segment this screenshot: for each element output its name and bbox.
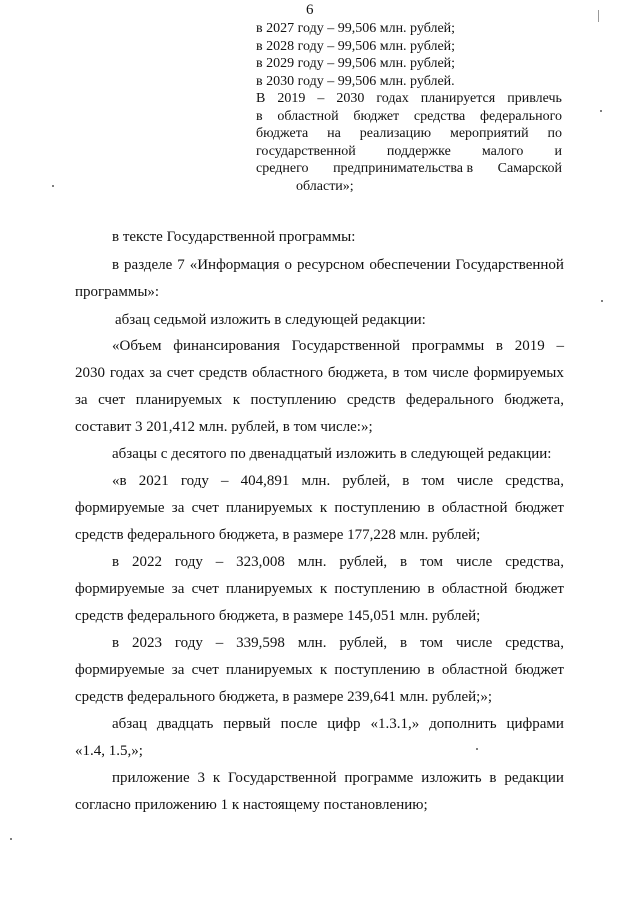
quote-funding-line2 [75,364,564,382]
year-2029-line: в 2029 году – 99,506 млн. рублей; [256,56,456,71]
paragraph-appendix3-line1-word: изложить [421,770,482,786]
paragraph-twenty-first-line1-word: первый [223,716,271,732]
paragraph-section7-line1-word: в [112,257,120,273]
quote-2022-line1-word: в [112,554,120,570]
quote-funding-line1-word: – [556,338,564,354]
federal-funding-paragraph-line-2-word: бюджет [353,108,400,124]
quote-2023-line1-word: 339,598 [236,635,285,651]
paragraph-appendix3-line1 [112,769,564,787]
federal-funding-paragraph-line-2-word: областной [277,108,339,124]
quote-funding-line2-word: в [392,365,400,381]
quote-funding-line2-word: том [404,365,428,381]
quote-2023-line2-word: в [427,662,435,678]
federal-funding-paragraph-line-5-word: предпринимательства в [333,161,474,176]
quote-2022-line2-word: планируемых [226,581,313,597]
federal-funding-paragraph-line-1-word: 2030 [336,91,365,106]
paragraph-appendix3-line1-word: редакции [504,770,564,786]
paragraph-section7-line1-word: 7 [177,257,185,273]
paragraph-twenty-first-line2: «1.4, 1.5,»; [75,743,143,759]
quote-2022-line2-word: поступлению [334,581,421,597]
federal-funding-paragraph-line-2-word: федерального [479,108,562,124]
quote-funding-line1-word: 2019 [514,338,545,354]
quote-funding-line1-word: программы [411,338,485,354]
quote-2021-line3: средств федерального бюджета, в размере 177,228 млн. рублей; [75,527,481,543]
federal-funding-paragraph-line-3-word: на [327,126,341,141]
quote-2021-line1-word: в [402,473,410,489]
quote-2021-line1-word: числе [456,473,494,489]
quote-funding-line3-word: средств [346,392,396,408]
paragraph-section7-line1 [112,256,564,274]
year-2028-line: в 2028 году – 99,506 млн. рублей; [256,38,456,54]
page-number: 6 [306,2,314,18]
federal-funding-paragraph-line-3-word: мероприятий [449,126,529,141]
quote-funding-line3-word: за [75,392,88,408]
quote-2023-line1-word: рублей, [339,635,388,651]
quote-2022-line1-word: – [215,554,224,570]
quote-2021-line1-word: году [180,473,209,489]
quote-2022-line2-word: областной [441,581,508,597]
quote-funding-line2-word: годах [109,365,145,381]
federal-funding-paragraph-line-3-word: по [547,126,562,141]
paragraph-twenty-first-line1-word: двадцать [156,716,214,732]
quote-funding-line1-word: финансирования [173,338,280,354]
document-body [75,0,564,905]
quote-2022-line3: средств федерального бюджета, в размере 145,051 млн. рублей; [75,608,481,624]
quote-2023-line2 [75,661,564,679]
federal-funding-paragraph-line-3-word: бюджета [256,126,309,141]
quote-2023-line2-word: планируемых [226,662,313,678]
quote-2021-line1-word: 404,891 [240,473,290,489]
quote-2021-line1 [112,472,564,490]
quote-2023-line1-word: 2023 [131,635,162,651]
quote-2022-line1-word: году [174,554,203,570]
quote-funding-line3-word: счет [98,392,126,408]
quote-funding-line2-word: счет [166,365,194,381]
quote-funding-line4: составит 3 201,412 млн. рублей, в том числе:»; [75,419,373,435]
federal-funding-paragraph-line-1-word: 2019 [277,91,306,106]
paragraph-section7-line1-word: обеспечении [369,257,451,273]
federal-funding-paragraph-line-4-word: государственной [256,143,356,159]
quote-funding-line3-word: поступлению [250,392,337,408]
paragraph-appendix3-line1-word: приложение [112,770,190,786]
quote-funding-line1 [112,337,564,355]
quote-2022-line1-word: средства, [505,554,564,570]
quote-2021-line1-word: «в [112,473,127,489]
quote-2023-line1-word: числе [455,635,493,651]
quote-funding-line1-word: в [495,338,503,354]
quote-2023-line2-word: бюджет [514,662,564,678]
quote-2021-line1-word: средства, [505,473,564,489]
quote-2023-line2-word: областной [441,662,508,678]
quote-funding-line2-word: 2030 [75,365,105,381]
quote-2023-line3: средств федерального бюджета, в размере 239,641 млн. рублей;»; [75,689,492,705]
paragraph-appendix3-line1-word: программе [344,770,414,786]
quote-funding-line2-word: за [149,365,162,381]
federal-funding-paragraph-line-1-word: В [256,91,266,106]
paragraph-twenty-first-line1-word: дополнить [429,716,497,732]
quote-2022-line2-word: счет [191,581,219,597]
paragraph-program-text: в тексте Государственной программы: [112,229,356,245]
paragraph-appendix3-line1-word: в [489,770,497,786]
quote-2023-line1-word: году [174,635,203,651]
scan-speck [52,185,54,187]
federal-funding-paragraph-line-5-word: среднего [256,161,309,176]
quote-2021-line2-word: в [427,500,435,516]
quote-2022-line2-word: бюджет [514,581,564,597]
year-2030-line: в 2030 году – 99,506 млн. рублей. [256,73,455,89]
paragraph-twenty-first-line1-word: после [280,716,318,732]
quote-2022-line1-word: числе [455,554,493,570]
quote-2022-line1-word: млн. [297,554,327,570]
quote-2023-line2-word: формируемые [75,662,165,678]
quote-2022-line1-word: рублей, [339,554,388,570]
scan-speck [600,110,602,112]
year-2027-line: в 2027 году – 99,506 млн. рублей; [256,21,456,36]
paragraph-section7-line2: программы»: [75,284,160,300]
scan-speck [476,748,478,750]
quote-2023-line1-word: в [112,635,120,651]
federal-funding-paragraph-line-1-word: привлечь [507,91,562,106]
paragraph-section7-line1-word: «Информация [189,257,280,273]
quote-2022-line2-word: формируемые [75,581,165,597]
quote-2021-line2-word: областной [441,500,508,516]
quote-2021-line2-word: бюджет [514,500,564,516]
quote-funding-line2-word: бюджета, [327,365,388,381]
paragraph-twenty-first-line1-word: абзац [112,716,147,732]
federal-funding-paragraph-line-1-word: планируется [420,91,496,106]
quote-funding-line3-word: бюджета, [504,392,564,408]
quote-2022-line1-word: 323,008 [236,554,285,570]
scan-speck [601,300,603,302]
quote-2021-line2-word: поступлению [334,500,421,516]
paragraph-section7-line1-word: разделе [124,257,173,273]
quote-funding-line3 [75,391,564,409]
quote-2021-line2-word: за [171,500,185,516]
quote-2021-line1-word: млн. [301,473,331,489]
quote-funding-line1-word: Государственной [291,338,401,354]
quote-2022-line2-word: к [319,581,328,597]
quote-2021-line1-word: – [220,473,229,489]
quote-2022-line1 [112,553,564,571]
federal-funding-paragraph-line-2-word: средства [413,108,466,124]
paragraph-twenty-first-line1 [112,715,564,733]
paragraph-section7-line1-word: Государственной [455,257,564,273]
quote-funding-line2-word: областного [252,365,324,381]
quote-2021-line2-word: счет [191,500,219,516]
federal-funding-paragraph-line-4-word: и [554,143,562,159]
federal-funding-paragraph-end: области»; [296,178,354,194]
quote-funding-line2-word: формируемых [473,365,564,381]
quote-2023-line2-word: счет [191,662,219,678]
quote-2022-line1-word: в [400,554,408,570]
quote-funding-line2-word: средств [198,365,248,381]
paragraph-twenty-first-line1-word: «1.3.1,» [370,716,420,732]
paragraph-appendix3-line1-word: к [212,770,221,786]
paragraph-section7-line1-word: ресурсном [296,257,365,273]
paragraph-section7-line1-word: о [284,257,293,273]
paragraph-appendix3-line1-word: Государственной [228,770,337,786]
quote-2023-line2-word: поступлению [334,662,421,678]
quote-2023-line2-word: за [171,662,185,678]
federal-funding-paragraph-line-3-word: реализацию [359,126,432,141]
quote-funding-line3-word: планируемых [135,392,223,408]
federal-funding-paragraph-line-1-word: – [317,91,325,106]
quote-2023-line1-word: – [215,635,224,651]
quote-2021-line2-word: к [319,500,328,516]
federal-funding-paragraph-line-1-word: годах [376,91,409,106]
paragraph-twenty-first-line1-word: цифрами [506,716,564,732]
quote-2023-line1-word: том [419,635,444,651]
paragraph-tenth-to-twelfth: абзацы с десятого по двенадцатый изложить в следующей редакции: [112,446,552,462]
quote-2022-line1-word: 2022 [131,554,162,570]
paragraph-appendix3-line2: согласно приложению 1 к настоящему постановлению; [75,797,428,813]
scan-mark [598,10,599,22]
quote-2023-line1-word: млн. [297,635,327,651]
quote-2021-line2 [75,499,564,517]
federal-funding-paragraph-line-5-word: Самарской [497,161,562,176]
quote-2022-line2-word: за [171,581,185,597]
quote-2023-line1 [112,634,564,652]
quote-2022-line1-word: том [419,554,444,570]
quote-2021-line1-word: рублей, [342,473,391,489]
paragraph-seventh-paragraph: абзац седьмой изложить в следующей редакции: [115,312,426,328]
quote-2023-line2-word: к [319,662,328,678]
quote-funding-line3-word: к [232,392,241,408]
quote-2021-line2-word: формируемые [75,500,165,516]
quote-2022-line2-word: в [427,581,435,597]
federal-funding-paragraph-line-4-word: поддержке [386,143,451,159]
quote-funding-line3-word: федерального [405,392,494,408]
federal-funding-paragraph-line-4-word: малого [481,143,524,159]
scan-speck [10,838,12,840]
quote-2023-line1-word: в [400,635,408,651]
paragraph-twenty-first-line1-word: цифр [327,716,361,732]
quote-2023-line1-word: средства, [505,635,564,651]
quote-2021-line1-word: 2021 [138,473,169,489]
quote-funding-line1-word: «Объем [112,338,162,354]
quote-2022-line2 [75,580,564,598]
paragraph-appendix3-line1-word: 3 [197,770,206,786]
quote-2021-line1-word: том [421,473,445,489]
quote-funding-line2-word: числе [432,365,469,381]
quote-2021-line2-word: планируемых [226,500,313,516]
federal-funding-paragraph-line-2-word: в [256,108,263,124]
